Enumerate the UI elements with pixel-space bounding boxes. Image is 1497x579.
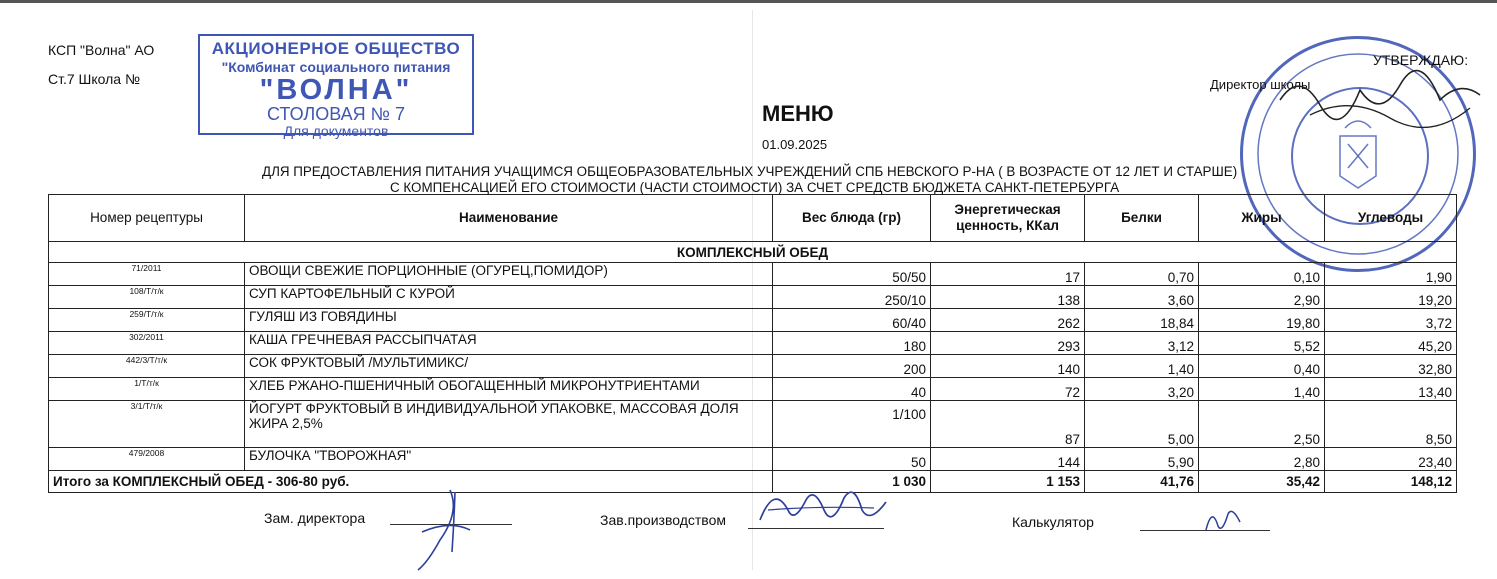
row-name: ОВОЩИ СВЕЖИЕ ПОРЦИОННЫЕ (ОГУРЕЦ,ПОМИДОР) xyxy=(245,263,773,286)
row-protein: 3,60 xyxy=(1085,286,1199,309)
row-code: 3/1/Т/т/к xyxy=(49,401,245,448)
total-protein: 41,76 xyxy=(1085,471,1199,493)
calculator-signature-icon xyxy=(1200,500,1250,536)
row-protein: 3,12 xyxy=(1085,332,1199,355)
row-weight: 180 xyxy=(773,332,931,355)
row-energy: 293 xyxy=(931,332,1085,355)
row-energy: 72 xyxy=(931,378,1085,401)
row-name: БУЛОЧКА "ТВОРОЖНАЯ" xyxy=(245,448,773,471)
production-signature-icon xyxy=(754,480,894,536)
row-name: ЙОГУРТ ФРУКТОВЫЙ В ИНДИВИДУАЛЬНОЙ УПАКОВКЕ, МАССОВАЯ ДОЛЯ ЖИРА 2,5% xyxy=(245,401,773,448)
calculator-label: Калькулятор xyxy=(1012,514,1094,530)
row-fat: 1,40 xyxy=(1199,378,1325,401)
subtitle-line-1: ДЛЯ ПРЕДОСТАВЛЕНИЯ ПИТАНИЯ УЧАЩИМСЯ ОБЩЕОБРАЗОВАТЕЛЬНЫХ УЧРЕЖДЕНИЙ СПБ НЕВСКОГО Р-НА ( В ВОЗРАСТЕ ОТ 12 ЛЕТ И СТАРШЕ) xyxy=(262,164,1238,179)
director-label: Директор школы xyxy=(1210,77,1311,92)
school-label: Ст.7 Школа № xyxy=(48,71,140,87)
table-row xyxy=(49,355,1457,378)
total-weight: 1 030 xyxy=(773,471,931,493)
row-code: 302/2011 xyxy=(49,332,245,355)
row-carbs: 8,50 xyxy=(1325,401,1457,448)
header-weight: Вес блюда (гр) xyxy=(773,195,931,242)
row-name: ГУЛЯШ ИЗ ГОВЯДИНЫ xyxy=(245,309,773,332)
row-protein: 5,90 xyxy=(1085,448,1199,471)
row-fat: 5,52 xyxy=(1199,332,1325,355)
table-row xyxy=(49,263,1457,286)
row-name: КАША ГРЕЧНЕВАЯ РАССЫПЧАТАЯ xyxy=(245,332,773,355)
row-fat: 2,50 xyxy=(1199,401,1325,448)
stamp-line-2: "Комбинат социального питания xyxy=(221,59,451,75)
stamp-line-4: СТОЛОВАЯ № 7 xyxy=(267,104,405,124)
header-fat: Жиры xyxy=(1199,195,1325,242)
row-code: 479/2008 xyxy=(49,448,245,471)
row-fat: 19,80 xyxy=(1199,309,1325,332)
director-signature-icon xyxy=(1270,60,1490,140)
row-energy: 140 xyxy=(931,355,1085,378)
total-energy: 1 153 xyxy=(931,471,1085,493)
rectangular-stamp xyxy=(198,34,474,139)
row-energy: 262 xyxy=(931,309,1085,332)
row-code: 259/Т/т/к xyxy=(49,309,245,332)
row-energy: 87 xyxy=(931,401,1085,448)
stamp-line-3: "ВОЛНА" xyxy=(259,74,413,106)
header-energy: Энергетическая ценность, ККал xyxy=(931,195,1085,242)
row-carbs: 45,20 xyxy=(1325,332,1457,355)
row-protein: 5,00 xyxy=(1085,401,1199,448)
row-fat: 0,40 xyxy=(1199,355,1325,378)
total-row xyxy=(49,471,1457,493)
row-weight: 60/40 xyxy=(773,309,931,332)
table-row xyxy=(49,286,1457,309)
table-row xyxy=(49,448,1457,471)
row-fat: 2,80 xyxy=(1199,448,1325,471)
scan-top-border xyxy=(0,0,1497,3)
row-carbs: 1,90 xyxy=(1325,263,1457,286)
row-name: ХЛЕБ РЖАНО-ПШЕНИЧНЫЙ ОБОГАЩЕННЫЙ МИКРОНУТРИЕНТАМИ xyxy=(245,378,773,401)
row-weight: 50 xyxy=(773,448,931,471)
table-header-row xyxy=(49,195,1457,242)
row-name: СОК ФРУКТОВЫЙ /МУЛЬТИМИКС/ xyxy=(245,355,773,378)
page-title: МЕНЮ xyxy=(762,101,834,126)
table-row xyxy=(49,309,1457,332)
row-code: 1/Т/т/к xyxy=(49,378,245,401)
row-protein: 1,40 xyxy=(1085,355,1199,378)
row-carbs: 32,80 xyxy=(1325,355,1457,378)
row-code: 71/2011 xyxy=(49,263,245,286)
row-protein: 18,84 xyxy=(1085,309,1199,332)
menu-table xyxy=(48,194,1457,493)
total-carbs: 148,12 xyxy=(1325,471,1457,493)
row-protein: 0,70 xyxy=(1085,263,1199,286)
stamp-line-1: АКЦИОНЕРНОЕ ОБЩЕСТВО xyxy=(211,39,461,58)
row-weight: 40 xyxy=(773,378,931,401)
production-manager-label: Зав.производством xyxy=(600,512,726,528)
row-fat: 2,90 xyxy=(1199,286,1325,309)
section-title: КОМПЛЕКСНЫЙ ОБЕД xyxy=(49,242,1457,263)
header-protein: Белки xyxy=(1085,195,1199,242)
table-row xyxy=(49,378,1457,401)
total-fat: 35,42 xyxy=(1199,471,1325,493)
header-name: Наименование xyxy=(245,195,773,242)
row-name: СУП КАРТОФЕЛЬНЫЙ С КУРОЙ xyxy=(245,286,773,309)
row-energy: 144 xyxy=(931,448,1085,471)
row-energy: 138 xyxy=(931,286,1085,309)
row-carbs: 13,40 xyxy=(1325,378,1457,401)
subtitle-line-2: С КОМПЕНСАЦИЕЙ ЕГО СТОИМОСТИ (ЧАСТИ СТОИМОСТИ) ЗА СЧЕТ СРЕДСТВ БЮДЖЕТА САНКТ-ПЕТЕРБУРГА xyxy=(390,180,1120,195)
section-row xyxy=(49,242,1457,263)
row-weight: 200 xyxy=(773,355,931,378)
approve-label: УТВЕРЖДАЮ: xyxy=(1373,52,1469,68)
row-code: 442/3/Т/т/к xyxy=(49,355,245,378)
stamp-line-5: Для документов xyxy=(283,123,389,139)
row-energy: 17 xyxy=(931,263,1085,286)
header-code: Номер рецептуры xyxy=(49,195,245,242)
row-fat: 0,10 xyxy=(1199,263,1325,286)
table-row xyxy=(49,332,1457,355)
organization-name: КСП "Волна" АО xyxy=(48,42,155,58)
row-weight: 50/50 xyxy=(773,263,931,286)
table-row xyxy=(49,401,1457,448)
header-carbs: Углеводы xyxy=(1325,195,1457,242)
menu-date: 01.09.2025 xyxy=(762,137,828,152)
row-carbs: 19,20 xyxy=(1325,286,1457,309)
row-protein: 3,20 xyxy=(1085,378,1199,401)
row-carbs: 3,72 xyxy=(1325,309,1457,332)
row-code: 108/Т/т/к xyxy=(49,286,245,309)
total-label: Итого за КОМПЛЕКСНЫЙ ОБЕД - 306-80 руб. xyxy=(49,471,773,493)
row-weight: 1/100 xyxy=(773,401,931,448)
row-carbs: 23,40 xyxy=(1325,448,1457,471)
deputy-signature-icon xyxy=(410,482,480,574)
deputy-director-label: Зам. директора xyxy=(264,510,366,526)
row-weight: 250/10 xyxy=(773,286,931,309)
